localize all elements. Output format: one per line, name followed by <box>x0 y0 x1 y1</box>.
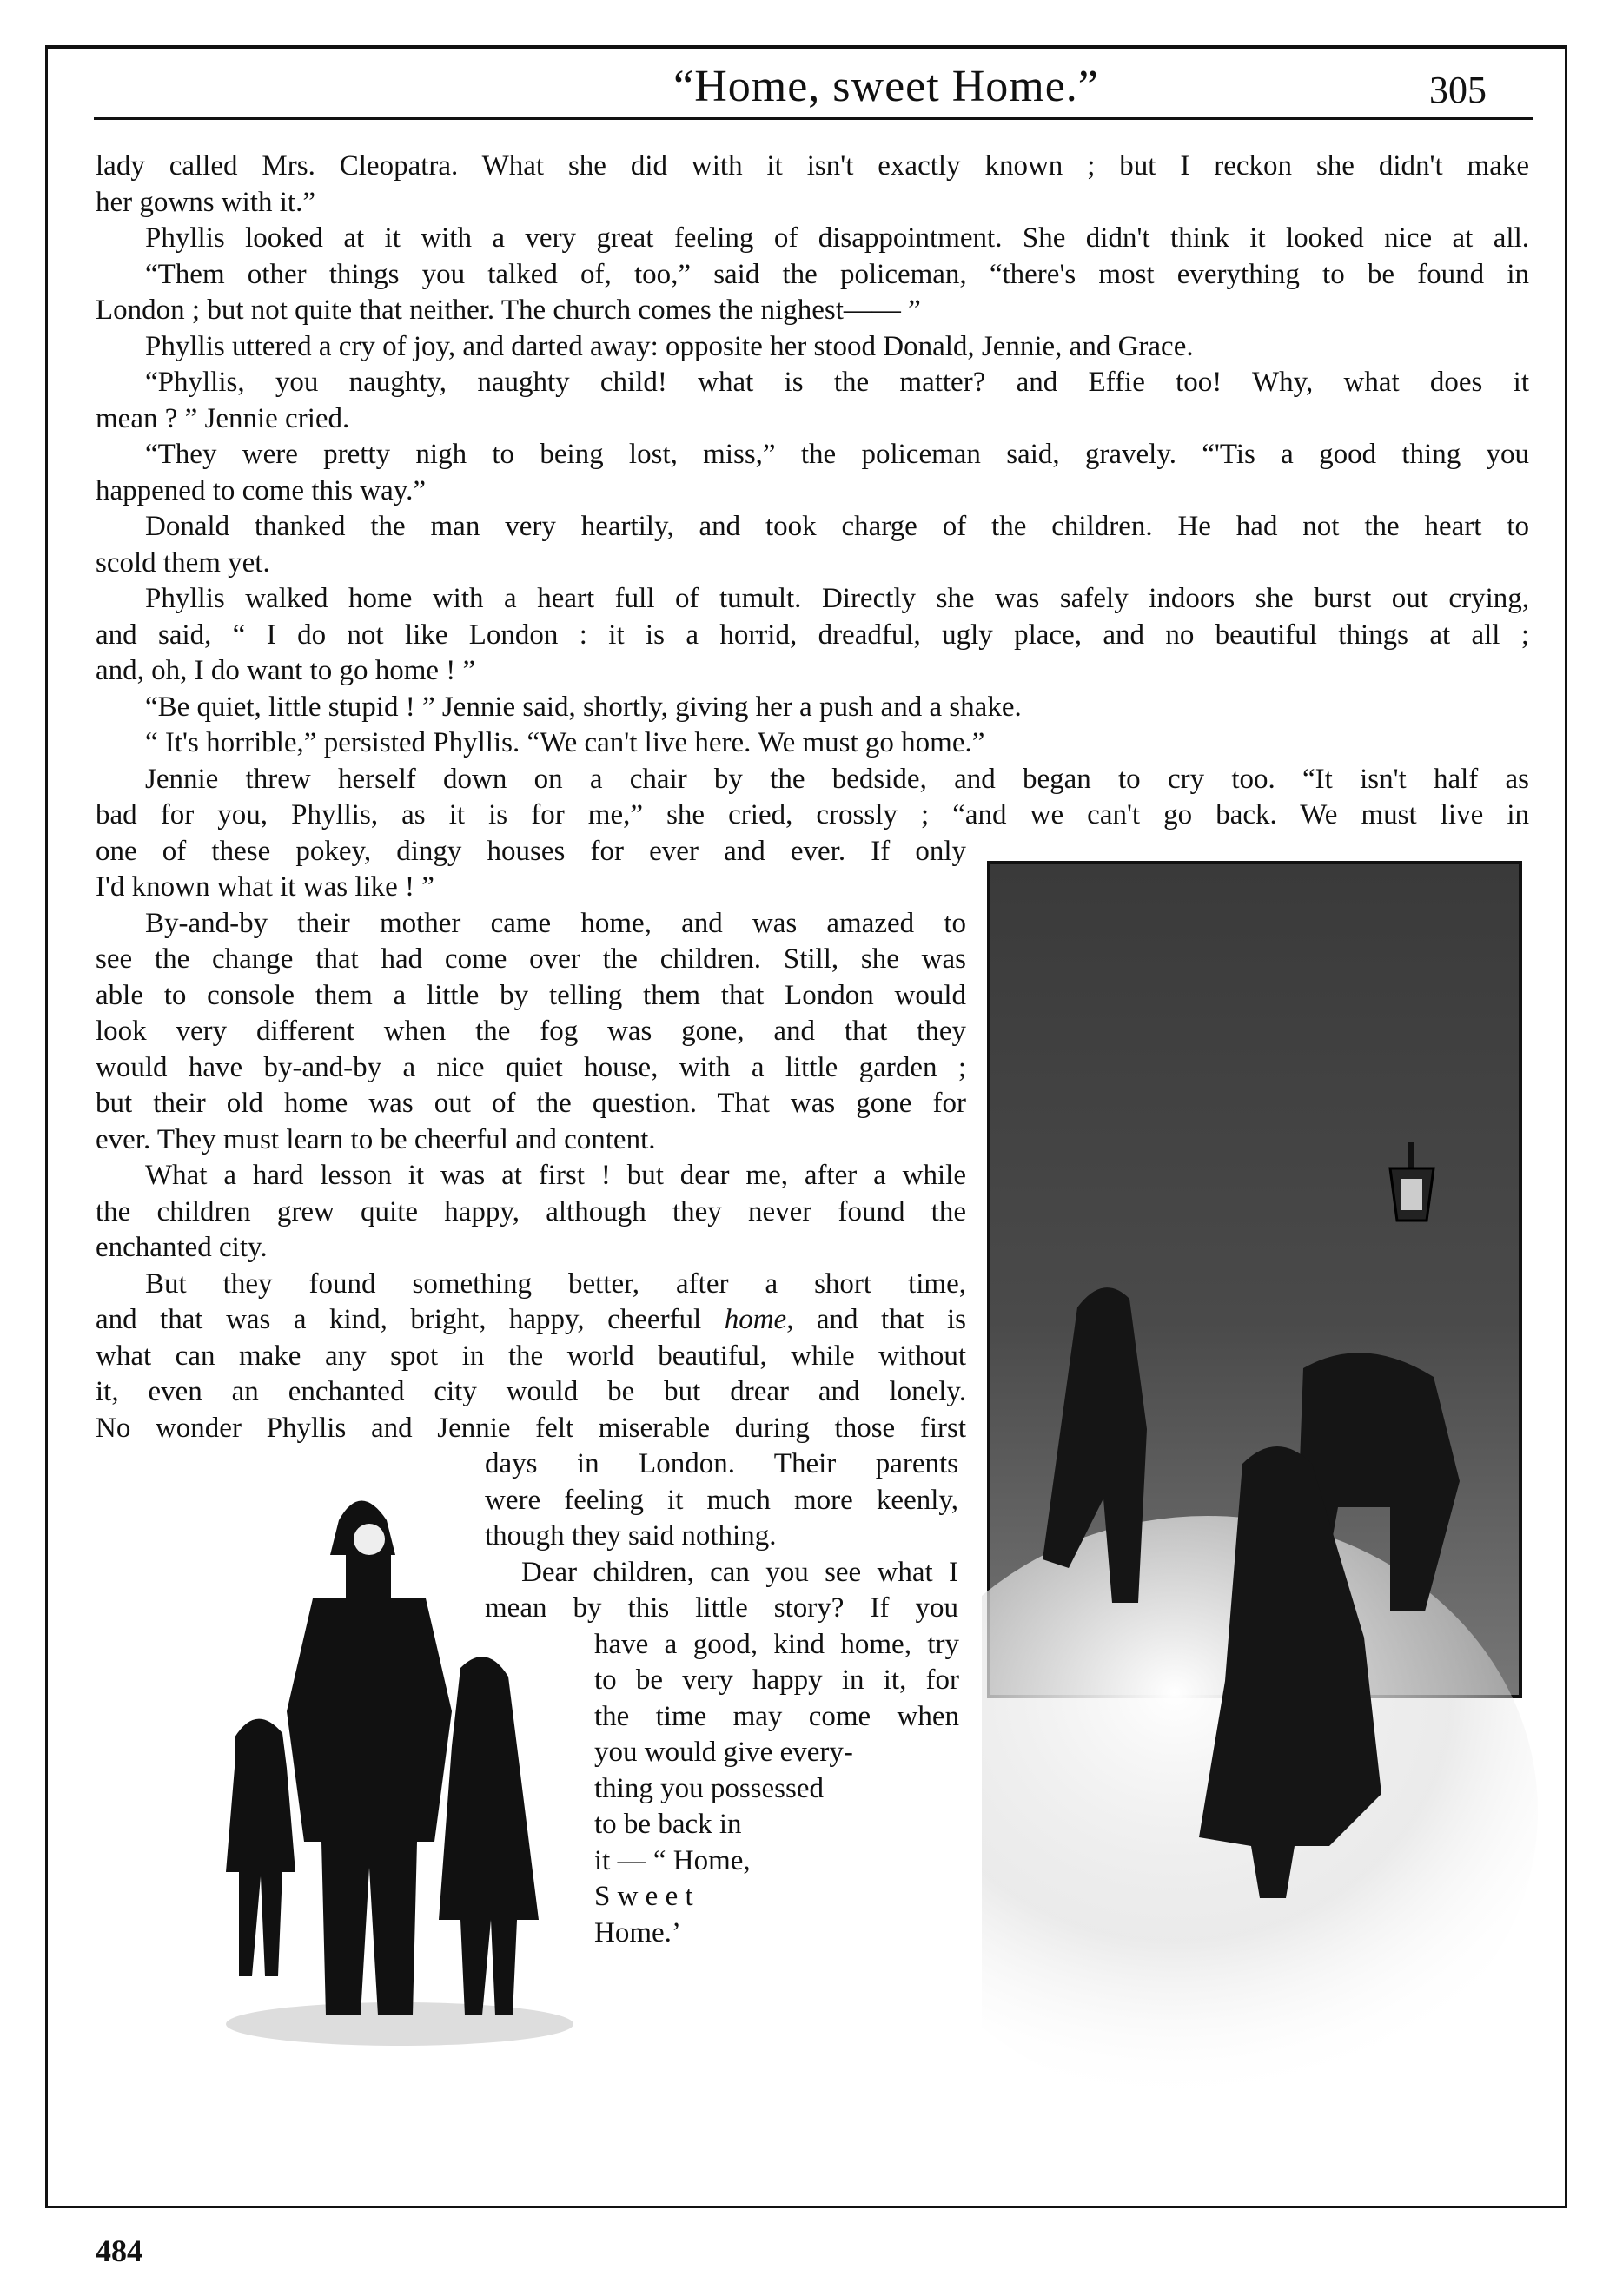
fog-street-illustration <box>982 856 1538 2159</box>
text-line: the time may come when <box>594 1700 959 1732</box>
text-line: able to console them a little by telling them that London would <box>96 979 966 1011</box>
text-line: bad for you, Phyllis, as it is for me,” she cried, crossly ; “and we can't go back. We must live in <box>96 799 1529 830</box>
text-line: days in London. Their parents <box>485 1448 958 1479</box>
text-segment: , and that is <box>786 1304 966 1335</box>
text-line: By-and-by their mother came home, and was amazed to <box>145 907 966 939</box>
text-line: what can make any spot in the world beautiful, while without <box>96 1340 966 1372</box>
text-line: “They were pretty nigh to being lost, miss,” the policeman said, gravely. “'Tis a good thing you <box>145 439 1529 470</box>
text-line <box>96 1302 966 1337</box>
text-line: scold them yet. <box>96 546 270 579</box>
text-line: Phyllis looked at it with a very great feeling of disappointment. She didn't think it looked nice at all. <box>145 222 1529 254</box>
text-line: look very different when the fog was gone, and that they <box>96 1016 966 1047</box>
header-rule <box>94 117 1533 120</box>
text-line: thing you possessed <box>594 1772 824 1804</box>
text-line: No wonder Phyllis and Jennie felt miserable during those first <box>96 1412 966 1444</box>
text-line: “Phyllis, you naughty, naughty child! what is the matter? and Effie too! Why, what does it <box>145 367 1529 398</box>
folio-number: 484 <box>96 2233 142 2268</box>
italic-word: home <box>724 1304 787 1335</box>
text-line: “Them other things you talked of, too,” said the policeman, “there's most everything to be found in <box>145 258 1529 290</box>
text-line: enchanted city. <box>96 1232 268 1263</box>
text-line: Phyllis uttered a cry of joy, and darted away: opposite her stood Donald, Jennie, and Grace. <box>145 330 1194 362</box>
text-line: mean by this little story? If you <box>485 1592 958 1624</box>
text-line: London ; but not quite that neither. The church comes the nighest—— ” <box>96 294 921 326</box>
running-title: “Home, sweet Home.” <box>673 62 1099 111</box>
text-line: I'd known what it was like ! ” <box>96 871 434 903</box>
text-line: to be back in <box>594 1809 742 1840</box>
text-line: lady called Mrs. Cleopatra. What she did with it isn't exactly known ; but I reckon she didn't make <box>96 150 1529 182</box>
text-line: ever. They must learn to be cheerful and content. <box>96 1123 656 1155</box>
text-line: it, even an enchanted city would be but drear and lonely. <box>96 1376 966 1407</box>
text-line: to be very happy in it, for <box>594 1664 959 1696</box>
text-line: have a good, kind home, try <box>594 1628 959 1660</box>
text-line: her gowns with it.” <box>96 186 315 218</box>
text-line: were feeling it much more keenly, <box>485 1484 958 1516</box>
text-line: the children grew quite happy, although they never found the <box>96 1195 966 1227</box>
text-segment: and that was a kind, bright, happy, cheerful <box>96 1304 725 1335</box>
text-line: Donald thanked the man very heartily, and took charge of the children. He had not the heart to <box>145 511 1529 542</box>
text-line: Home.’ <box>594 1916 681 1949</box>
text-line: and, oh, I do want to go home ! ” <box>96 655 476 686</box>
text-line: “Be quiet, little stupid ! ” Jennie said, shortly, giving her a push and a shake. <box>145 691 1022 723</box>
text-line: What a hard lesson it was at first ! but dear me, after a while <box>145 1160 966 1191</box>
text-line: would have by-and-by a nice quiet house, with a little garden ; <box>96 1051 966 1083</box>
text-line: you would give every- <box>594 1737 853 1768</box>
text-line: it — “ Home, <box>594 1844 751 1876</box>
text-line: see the change that had come over the children. Still, she was <box>96 943 966 975</box>
text-line: mean ? ” Jennie cried. <box>96 402 350 434</box>
text-line: Jennie threw herself down on a chair by the bedside, and began to cry too. “It isn't half as <box>145 763 1529 795</box>
text-line: though they said nothing. <box>485 1520 777 1552</box>
text-line: S w e e t <box>594 1881 693 1912</box>
text-line: But they found something better, after a short time, <box>145 1267 966 1300</box>
text-line: happened to come this way.” <box>96 474 426 506</box>
text-line: and said, “ I do not like London : it is a horrid, dreadful, ugly place, and no beautiful things at all ; <box>96 619 1529 651</box>
text-line: “ It's horrible,” persisted Phyllis. “We can't live here. We must go home.” <box>145 727 985 758</box>
text-line: but their old home was out of the question. That was gone for <box>96 1088 966 1119</box>
text-line: one of these pokey, dingy houses for ever and ever. If only <box>96 835 966 867</box>
text-line: Phyllis walked home with a heart full of tumult. Directly she was safely indoors she burst out crying, <box>145 583 1529 614</box>
page-number: 305 <box>1429 69 1487 111</box>
text-line: Dear children, can you see what I <box>521 1556 958 1588</box>
